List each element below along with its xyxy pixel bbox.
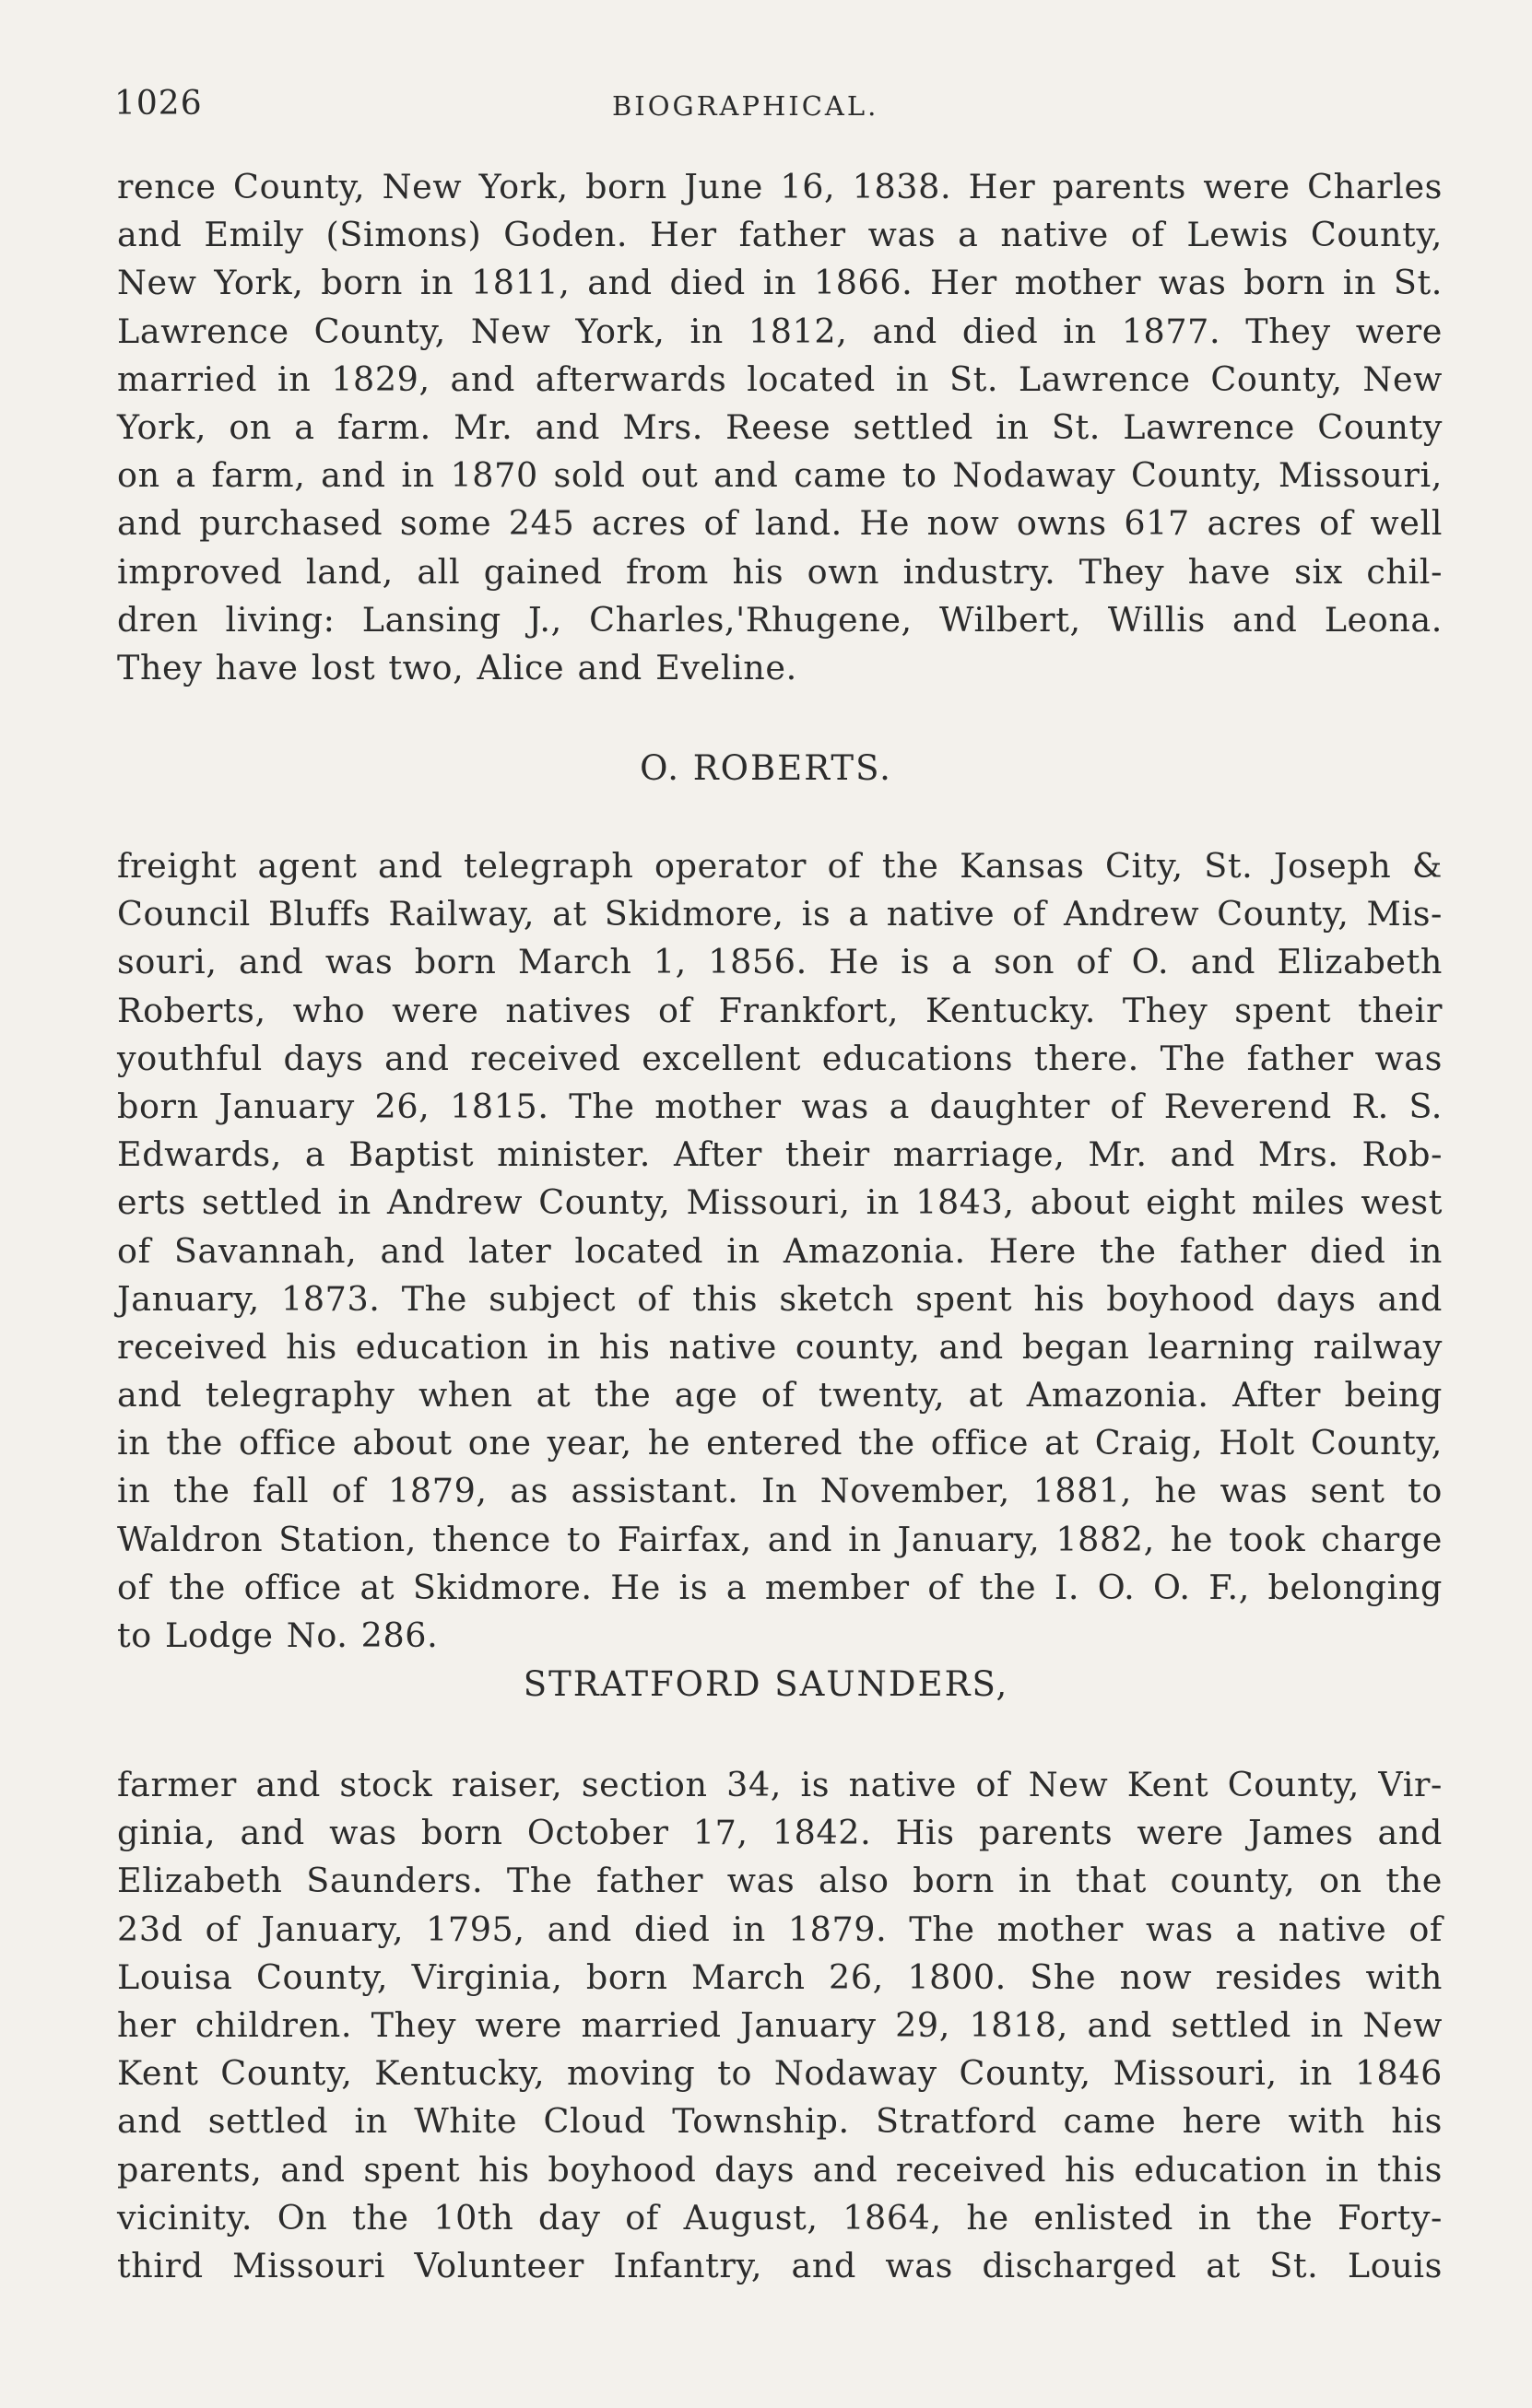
text-line: on a farm, and in 1870 sold out and came to Nodaway County, Missouri,	[117, 455, 1443, 496]
text-line: of the office at Skidmore. He is a member of the I. O. O. F., belonging	[117, 1567, 1443, 1607]
text-line: Kent County, Kentucky, moving to Nodaway County, Missouri, in 1846	[117, 2053, 1443, 2094]
heading-stratford-saunders: STRATFORD SAUNDERS,	[523, 1664, 1009, 1704]
text-line: Elizabeth Saunders. The father was also born in that county, on the	[117, 1861, 1443, 1901]
text-line: in the fall of 1879, as assistant. In November, 1881, he was sent to	[117, 1471, 1443, 1511]
text-line: and telegraphy when at the age of twenty, at Amazonia. After being	[117, 1375, 1443, 1415]
text-line: rence County, New York, born June 16, 1838. Her parents were Charles	[117, 167, 1443, 206]
text-line: January, 1873. The subject of this sketch spent his boyhood days and	[117, 1278, 1443, 1319]
biography-stratford-saunders	[117, 1761, 1443, 2290]
page-header	[114, 85, 1442, 131]
text-line: to Lodge No. 286.	[117, 1615, 439, 1655]
text-line: received his education in his native county, and began learning railway	[117, 1326, 1443, 1367]
text-line: Edwards, a Baptist minister. After their marriage, Mr. and Mrs. Rob-	[117, 1134, 1443, 1175]
text-line: York, on a farm. Mr. and Mrs. Reese settled in St. Lawrence County	[117, 406, 1443, 447]
text-line: 23d of January, 1795, and died in 1879. The mother was a native of	[117, 1909, 1443, 1949]
text-line: and Emily (Simons) Goden. Her father was a native of Lewis County,	[117, 215, 1443, 255]
text-line: Roberts, who were natives of Frankfort, Kentucky. They spent their	[117, 990, 1443, 1030]
text-line: souri, and was born March 1, 1856. He is a son of O. and Elizabeth	[117, 942, 1443, 982]
page-number: 1026	[114, 85, 203, 123]
text-line: freight agent and telegraph operator of the Kansas City, St. Joseph &	[117, 846, 1443, 886]
text-line: youthful days and received excellent educations there. The father was	[117, 1038, 1443, 1078]
text-line: farmer and stock raiser, section 34, is native of New Kent County, Vir-	[117, 1765, 1443, 1804]
text-line: third Missouri Volunteer Infantry, and was discharged at St. Louis	[117, 2245, 1443, 2285]
text-line: erts settled in Andrew County, Missouri, in 1843, about eight miles west	[117, 1182, 1443, 1223]
text-line: Waldron Station, thence to Fairfax, and in January, 1882, he took charge	[117, 1519, 1443, 1559]
biography-o-roberts	[117, 842, 1443, 1660]
heading-o-roberts: O. ROBERTS.	[640, 748, 892, 788]
biography-continuation	[117, 163, 1443, 692]
text-line: and purchased some 245 acres of land. He now owns 617 acres of well	[117, 503, 1443, 544]
text-line: Council Bluffs Railway, at Skidmore, is a native of Andrew County, Mis-	[117, 894, 1443, 934]
text-line: in the office about one year, he entered the office at Craig, Holt County,	[117, 1423, 1443, 1463]
text-line: and settled in White Cloud Township. Stratford came here with his	[117, 2101, 1443, 2142]
running-head: BIOGRAPHICAL.	[612, 90, 879, 122]
text-line: ginia, and was born October 17, 1842. His parents were James and	[117, 1813, 1443, 1853]
text-line: Louisa County, Virginia, born March 26, 1800. She now resides with	[117, 1956, 1443, 1997]
text-line: vicinity. On the 10th day of August, 1864, he enlisted in the Forty-	[117, 2197, 1443, 2238]
text-line: dren living: Lansing J., Charles,'Rhugene, Wilbert, Willis and Leona.	[117, 599, 1443, 640]
text-line: Lawrence County, New York, in 1812, and died in 1877. They were	[117, 311, 1443, 351]
text-line: her children. They were married January 29, 1818, and settled in New	[117, 2004, 1443, 2045]
text-line: married in 1829, and afterwards located in St. Lawrence County, New	[117, 358, 1443, 399]
text-line: parents, and spent his boyhood days and received his education in this	[117, 2149, 1443, 2190]
text-line: improved land, all gained from his own industry. They have six chil-	[117, 551, 1443, 592]
text-line: of Savannah, and later located in Amazonia. Here the father died in	[117, 1230, 1443, 1271]
text-line: born January 26, 1815. The mother was a daughter of Reverend R. S.	[117, 1086, 1443, 1126]
text-line: New York, born in 1811, and died in 1866. Her mother was born in St.	[117, 263, 1443, 303]
text-line: They have lost two, Alice and Eveline.	[117, 647, 797, 687]
